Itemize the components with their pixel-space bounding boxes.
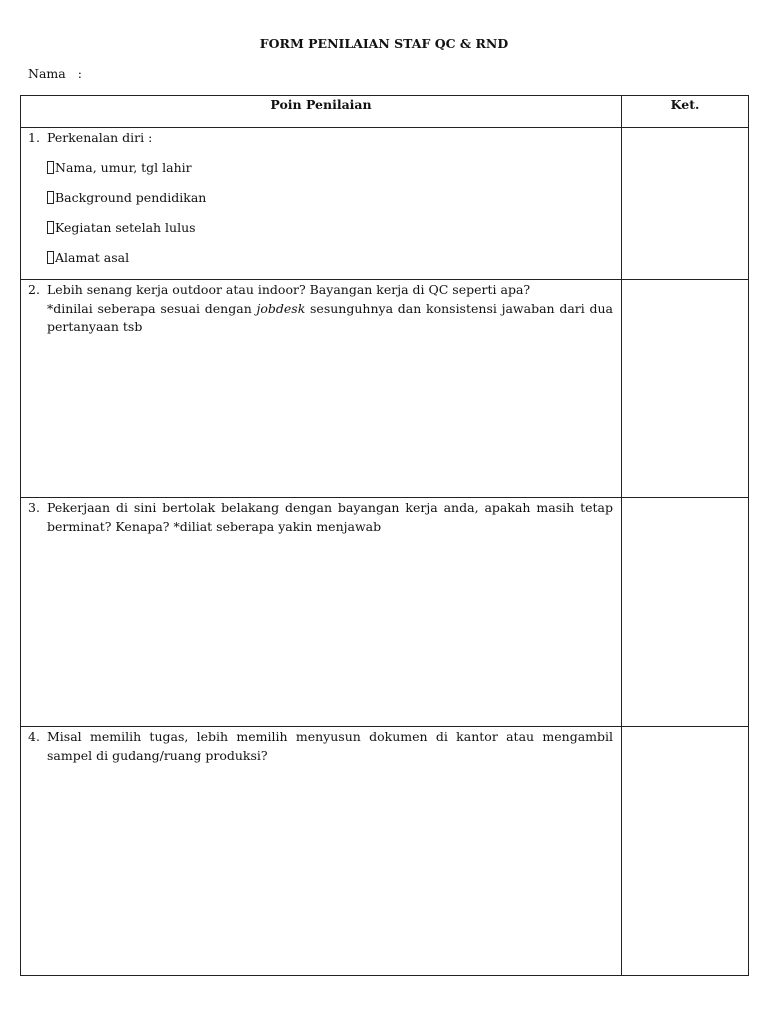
question-item (21, 727, 621, 765)
sub-item-text: Alamat asal (55, 249, 130, 265)
question-item (21, 280, 621, 337)
sub-item-text: Nama, umur, tgl lahir (55, 159, 192, 175)
checkbox-glyph-icon (47, 251, 54, 264)
question-text: Misal memilih tugas, lebih memilih menyusun dokumen di kantor atau mengambil sampel di gudang/ruang produksi? (47, 729, 613, 763)
note-text: sesunguhnya dan konsistensi jawaban dari dua pertanyaan tsb (47, 300, 613, 334)
table-row (21, 727, 749, 976)
note-italic-text: jobdesk (256, 300, 306, 316)
checkbox-glyph-icon (47, 221, 54, 234)
poin-cell (21, 280, 622, 498)
nama-row (28, 66, 82, 81)
question-number: 3. (28, 500, 40, 515)
table-row (21, 498, 749, 727)
sub-item-text: Background pendidikan (55, 189, 207, 205)
table-header-row (21, 96, 749, 128)
ket-cell[interactable] (622, 280, 749, 498)
ket-cell[interactable] (622, 727, 749, 976)
checkbox-glyph-icon (47, 191, 54, 204)
ket-cell[interactable] (622, 128, 749, 280)
question-item (21, 128, 621, 148)
poin-cell (21, 727, 622, 976)
list-item (47, 189, 621, 207)
header-poin-penilaian: Poin Penilaian (21, 96, 622, 128)
table-row (21, 280, 749, 498)
assessment-table (20, 95, 749, 976)
question-text: Lebih senang kerja outdoor atau indoor? Bayangan kerja di QC seperti apa? (47, 282, 531, 297)
list-item (47, 249, 621, 267)
question-text: Perkenalan diri : (47, 130, 153, 145)
note-text: *dinilai seberapa sesuai dengan (47, 300, 257, 316)
question-number: 1. (28, 130, 40, 145)
table-row (21, 128, 749, 280)
question-note (47, 301, 613, 335)
question-text: Pekerjaan di sini bertolak belakang dengan bayangan kerja anda, apakah masih tetap berminat? Kenapa? *diliat seberapa yakin menjawab (47, 500, 613, 534)
question-number: 2. (28, 282, 40, 297)
nama-label: Nama (28, 66, 66, 81)
form-title: FORM PENILAIAN STAF QC & RND (259, 36, 509, 51)
poin-cell (21, 128, 622, 280)
header-ket: Ket. (622, 96, 749, 128)
nama-colon: : (77, 66, 82, 81)
sub-item-text: Kegiatan setelah lulus (55, 219, 196, 235)
question-item (21, 498, 621, 536)
question-number: 4. (28, 729, 40, 744)
list-item (47, 219, 621, 237)
list-item (47, 159, 621, 177)
sub-item-list (21, 159, 621, 267)
poin-cell (21, 498, 622, 727)
ket-cell[interactable] (622, 498, 749, 727)
checkbox-glyph-icon (47, 161, 54, 174)
